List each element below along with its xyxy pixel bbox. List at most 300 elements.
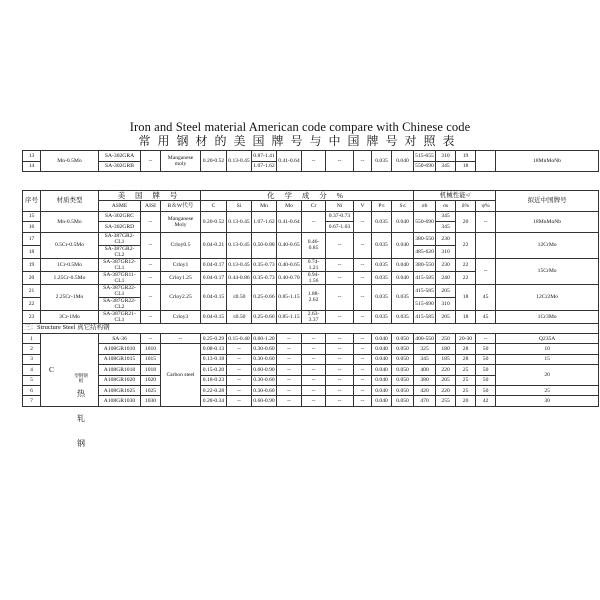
cell-psi: 42 <box>476 396 496 406</box>
header-cn: 拟近中国牌号 <box>496 191 599 212</box>
cell-mn: 0.35-0.73 <box>252 258 277 271</box>
cell-mn: 1.07-1.62 <box>252 161 277 172</box>
cell-delta: 20 <box>456 396 476 406</box>
cell-v: -- <box>354 396 372 406</box>
cell-ni: -- <box>326 271 354 284</box>
cell-v: -- <box>354 344 372 354</box>
structure-sub-label: 型钢钢板 <box>74 374 88 384</box>
cell-s: 0.050 <box>392 375 414 385</box>
cell-aisi: -- <box>141 211 161 232</box>
header-p: P≤ <box>372 201 392 211</box>
cell-v: -- <box>354 271 372 284</box>
cell-delta: 22 <box>456 232 476 258</box>
cell-ni: 0.67-1.03 <box>326 222 354 232</box>
cell-p: 0.035 <box>372 211 392 232</box>
cell-delta: 28 <box>456 344 476 354</box>
cell-aisi: 1025 <box>141 385 161 395</box>
cell-bw: Crloy1 <box>161 258 201 271</box>
cell-aisi: 1015 <box>141 354 161 364</box>
cell-asme: A108GR1025 <box>99 385 141 395</box>
cell-mo: -- <box>277 365 302 375</box>
cell-si: 0.13-0.45 <box>227 211 252 232</box>
title-english: Iron and Steel material American code compare with Chinese code <box>129 120 471 134</box>
cell-psi: -- <box>476 211 496 232</box>
cell-bw: Crloy2.25 <box>161 284 201 310</box>
cell-ni: -- <box>326 258 354 271</box>
cell-cn: 18MnMoNb <box>496 211 599 232</box>
cell-sigma-b: 420 <box>414 385 436 395</box>
cell-ni: -- <box>326 375 354 385</box>
cell-sigma-s: 180 <box>436 344 456 354</box>
cell-asme: A108GR1010 <box>99 344 141 354</box>
header-c: C <box>201 201 227 211</box>
cell-psi: 45 <box>476 310 496 323</box>
cell-delta: 18 <box>456 310 476 323</box>
header-mn: Mn <box>252 201 277 211</box>
cell-cn: 15CrMo <box>496 258 599 284</box>
cell-type: 1.25Cr-0.5Mo <box>41 271 99 284</box>
table-row <box>23 396 599 406</box>
cell-sigma-b: 515-690 <box>414 297 436 310</box>
cell-mn: 0.25-0.66 <box>252 284 277 310</box>
cell-c: 0.04-0.21 <box>201 232 227 258</box>
cell-asme: SA-387GR22-CL2 <box>99 297 141 310</box>
cell-v: -- <box>354 354 372 364</box>
table-row <box>23 284 599 297</box>
cell-v: -- <box>354 333 372 343</box>
cell-delta: 25 <box>456 375 476 385</box>
cell-sigma-s: 230 <box>436 258 456 271</box>
table-row <box>23 385 599 395</box>
cell-si: 0.15-0.40 <box>227 333 252 343</box>
section-3-title: 三：Structure Steel 真它结构钢 <box>23 323 599 333</box>
cell-si: -- <box>227 354 252 364</box>
cell-s: 0.050 <box>392 344 414 354</box>
structure-char-2: 轧 <box>77 414 85 423</box>
cell-no: 14 <box>23 161 41 172</box>
cell-mo: 0.40-0.65 <box>277 258 302 271</box>
cell-psi: 50 <box>476 344 496 354</box>
cell-type: Mn-0.5Mo <box>41 211 99 232</box>
cell-asme: SA-387GR12-CL1 <box>99 258 141 271</box>
cell-ni: -- <box>326 396 354 406</box>
cell-sigma-b: 550-690 <box>414 161 436 172</box>
header-sigma-b: σb <box>414 201 436 211</box>
cell-sigma-s: 345 <box>436 222 456 232</box>
cell-psi <box>476 232 496 258</box>
cell-ni: -- <box>326 333 354 343</box>
cell-aisi: 1020 <box>141 375 161 385</box>
header-aisi: AISI <box>141 201 161 211</box>
cell-sigma-b: 325 <box>414 344 436 354</box>
cell-mn: 0.60-1.20 <box>252 333 277 343</box>
cell-psi: 50 <box>476 365 496 375</box>
cell-psi: -- <box>476 258 496 284</box>
cell-mo: 0.40-0.65 <box>277 232 302 258</box>
cell-asme: SA-302GRA <box>99 151 141 162</box>
cell-no: 1 <box>23 333 41 343</box>
cell-structure-type: C <box>41 333 99 406</box>
table-row <box>23 354 599 364</box>
cell-si: ≤0.50 <box>227 310 252 323</box>
cell-p: 0.035 <box>372 151 392 172</box>
cell-cr: 0.46-0.85 <box>302 232 326 258</box>
table-row <box>23 333 599 343</box>
header-cr: Cr <box>302 201 326 211</box>
cell-sigma-s: 255 <box>436 396 456 406</box>
cell-sigma-s: 310 <box>436 297 456 310</box>
cell-cr: 0.94-1.56 <box>302 271 326 284</box>
cell-s: 0.050 <box>392 354 414 364</box>
cell-sigma-s: 220 <box>436 385 456 395</box>
cell-asme: SA-387GR21-CL1 <box>99 310 141 323</box>
cell-delta: 20-30 <box>456 333 476 343</box>
cell-v: -- <box>354 284 372 310</box>
cell-bw: Carbon steel <box>161 344 201 406</box>
cell-cn: 10 <box>496 344 599 354</box>
cell-sigma-b: 380 <box>414 375 436 385</box>
cell-p: 0.035 <box>372 258 392 271</box>
cell-no: 6 <box>23 385 41 395</box>
header-sigma-s: σs <box>436 201 456 211</box>
cell-type: 3Cr-1Mo <box>41 310 99 323</box>
table-row <box>23 151 599 162</box>
cell-bw: Manganese Moly <box>161 211 201 232</box>
cell-mo: -- <box>277 396 302 406</box>
cell-c: 0.04-0.15 <box>201 284 227 310</box>
cell-p: 0.040 <box>372 354 392 364</box>
cell-sigma-s: 345 <box>436 211 456 221</box>
cell-mn: 0.25-0.66 <box>252 310 277 323</box>
cell-sigma-b: 470 <box>414 396 436 406</box>
header-si: Si <box>227 201 252 211</box>
cell-s: 0.040 <box>392 232 414 258</box>
cell-ni: -- <box>326 232 354 258</box>
cell-v: -- <box>354 258 372 271</box>
header-mech: 机械性能≮ <box>414 191 496 201</box>
cell-mo: -- <box>277 385 302 395</box>
cell-mo: -- <box>277 354 302 364</box>
cell-sigma-s: 185 <box>436 354 456 364</box>
cell-s: 0.040 <box>392 151 414 172</box>
cell-aisi: 1010 <box>141 344 161 354</box>
cell-cr: -- <box>302 211 326 232</box>
cell-v: -- <box>354 310 372 323</box>
cell-delta: 18 <box>456 284 476 310</box>
cell-delta: 20 <box>456 211 476 232</box>
cell-si: -- <box>227 396 252 406</box>
cell-no: 3 <box>23 354 41 364</box>
header-psi: ψ% <box>476 201 496 211</box>
cell-sigma-b: 380-550 <box>414 232 436 245</box>
section-row <box>23 323 599 333</box>
cell-cn: 1Cr3Mo <box>496 310 599 323</box>
cell-p: 0.040 <box>372 333 392 343</box>
cell-no: 22 <box>23 297 41 310</box>
cell-asme: SA-387GR2-CL1 <box>99 232 141 245</box>
cell-no: 16 <box>23 222 41 232</box>
cell-si: 0.44-0.86 <box>227 271 252 284</box>
cell-cr: -- <box>302 396 326 406</box>
cell-si: -- <box>227 344 252 354</box>
cell-sigma-b: 345 <box>414 354 436 364</box>
cell-p: 0.040 <box>372 385 392 395</box>
cell-mo: -- <box>277 333 302 343</box>
cell-mo: 0.85-1.15 <box>277 284 302 310</box>
cell-no: 20 <box>23 271 41 284</box>
header-chem: 化 学 成 分 % <box>201 191 414 201</box>
cell-si: ≤0.50 <box>227 284 252 310</box>
cell-aisi: 1030 <box>141 396 161 406</box>
table-row <box>23 310 599 323</box>
cell-mn: 0.50-0.88 <box>252 232 277 258</box>
cell-ni: -- <box>326 310 354 323</box>
structure-char-3: 钢 <box>77 439 85 448</box>
cell-aisi: -- <box>141 310 161 323</box>
cell-c: 0.04-0.17 <box>201 271 227 284</box>
cell-p: 0.035 <box>372 232 392 258</box>
cell-ni: -- <box>326 385 354 395</box>
cell-c: 0.20-0.52 <box>201 211 227 232</box>
cell-s: 0.050 <box>392 333 414 343</box>
cell-delta: 22 <box>456 271 476 284</box>
table-main <box>22 190 599 407</box>
title-block <box>0 120 600 148</box>
cell-c: 0.25-0.29 <box>201 333 227 343</box>
cell-no: 4 <box>23 365 41 375</box>
cell-s: 0.035 <box>392 284 414 310</box>
cell-mo: 0.85-1.15 <box>277 310 302 323</box>
cell-s: 0.040 <box>392 258 414 271</box>
cell-p: 0.035 <box>372 284 392 310</box>
cell-mn: 0.60-0.90 <box>252 365 277 375</box>
header-ni: Ni <box>326 201 354 211</box>
cell-mn: 0.60-0.90 <box>252 396 277 406</box>
cell-mn: 0.35-0.73 <box>252 271 277 284</box>
cell-type: 0.5Cr-0.5Mo <box>41 232 99 258</box>
header-s: S≤ <box>392 201 414 211</box>
cell-sigma-s: 220 <box>436 365 456 375</box>
cell-aisi: -- <box>141 271 161 284</box>
cell-cr: -- <box>302 333 326 343</box>
cell-sigma-s: 250 <box>436 333 456 343</box>
cell-no: 5 <box>23 375 41 385</box>
cell-v: -- <box>354 375 372 385</box>
cell-ni: 0.37-0.73 <box>326 211 354 221</box>
cell-si: -- <box>227 385 252 395</box>
cell-psi: 50 <box>476 385 496 395</box>
header-mo: Mo <box>277 201 302 211</box>
cell-sigma-s: 230 <box>436 232 456 245</box>
header-row <box>23 191 599 201</box>
table-row <box>23 232 599 245</box>
cell-asme: SA-387GR22-CL1 <box>99 284 141 297</box>
cell-no: 2 <box>23 344 41 354</box>
cell-mn: 0.30-0.60 <box>252 375 277 385</box>
cell-ni: -- <box>326 354 354 364</box>
cell-no: 19 <box>23 258 41 271</box>
cell-ni: -- <box>326 284 354 310</box>
cell-asme: SA-302GRD <box>99 222 141 232</box>
cell-asme: A108GR1030 <box>99 396 141 406</box>
cell-sigma-b: 485-620 <box>414 245 436 258</box>
cell-mo: -- <box>277 344 302 354</box>
cell-c: 0.13-0.18 <box>201 354 227 364</box>
cell-si: 0.13-0.45 <box>227 151 252 172</box>
cell-sigma-s: 240 <box>436 271 456 284</box>
header-asme: ASME <box>99 201 141 211</box>
cell-p: 0.040 <box>372 365 392 375</box>
cell-asme: SA-302GRB <box>99 161 141 172</box>
table-row <box>23 211 599 221</box>
cell-asme: A108GR1015 <box>99 354 141 364</box>
cell-aisi: -- <box>141 284 161 310</box>
cell-sigma-s: 345 <box>436 161 456 172</box>
cell-sigma-b: 400 <box>414 365 436 375</box>
cell-sigma-s: 205 <box>436 375 456 385</box>
cell-mn: 0.30-0.60 <box>252 344 277 354</box>
cell-mn: 0.30-0.60 <box>252 385 277 395</box>
cell-cn: 18MnMoNb <box>496 151 599 172</box>
cell-bw: Manganese moly <box>161 151 201 172</box>
cell-sigma-b: 400-550 <box>414 333 436 343</box>
cell-no: 18 <box>23 245 41 258</box>
header-v: V <box>354 201 372 211</box>
cell-cn: 30 <box>496 396 599 406</box>
cell-v: -- <box>354 211 372 232</box>
cell-aisi: -- <box>141 232 161 258</box>
cell-p: 0.040 <box>372 396 392 406</box>
cell-bw: Crloy1.25 <box>161 271 201 284</box>
cell-cr: 2.63-3.37 <box>302 310 326 323</box>
cell-s: 0.035 <box>392 310 414 323</box>
cell-p: 0.035 <box>372 310 392 323</box>
cell-asme: A108GR1018 <box>99 365 141 375</box>
cell-sigma-b: 380-550 <box>414 258 436 271</box>
cell-mn: 0.87-1.41 <box>252 151 277 162</box>
cell-si: -- <box>227 375 252 385</box>
cell-s: 0.050 <box>392 396 414 406</box>
table-row <box>23 365 599 375</box>
cell-sigma-s: 310 <box>436 151 456 162</box>
cell-mn: 1.07-1.62 <box>252 211 277 232</box>
cell-psi: 50 <box>476 354 496 364</box>
cell-ni: -- <box>326 344 354 354</box>
cell-cr: 1.88-2.62 <box>302 284 326 310</box>
cell-si: 0.13-0.45 <box>227 258 252 271</box>
structure-char-1: 热 <box>77 389 85 398</box>
cell-v: -- <box>354 385 372 395</box>
cell-v: -- <box>354 151 372 172</box>
cell-c: 0.04-0.15 <box>201 310 227 323</box>
cell-cn: 25 <box>496 385 599 395</box>
cell-v: -- <box>354 365 372 375</box>
cell-no: 23 <box>23 310 41 323</box>
cell-asme: SA-302GRC <box>99 211 141 221</box>
cell-c: 0.04-0.17 <box>201 258 227 271</box>
cell-cr: -- <box>302 344 326 354</box>
header-type: 材质类型 <box>41 191 99 212</box>
cell-bw: Crloy3 <box>161 310 201 323</box>
cell-no: 13 <box>23 151 41 162</box>
cell-sigma-b: 415-585 <box>414 271 436 284</box>
cell-psi: 45 <box>476 284 496 310</box>
cell-s: 0.050 <box>392 365 414 375</box>
cell-cr: -- <box>302 375 326 385</box>
cell-no: 7 <box>23 396 41 406</box>
table-top-continuation <box>22 150 599 172</box>
cell-p: 0.035 <box>372 271 392 284</box>
cell-c: 0.18-0.23 <box>201 375 227 385</box>
cell-p: 0.040 <box>372 375 392 385</box>
structure-label-block <box>56 373 96 471</box>
header-us-grade: 美 国 牌 号 <box>99 191 201 201</box>
cell-c: 0.22-0.28 <box>201 385 227 395</box>
cell-sigma-b: 415-585 <box>414 284 436 297</box>
cell-p: 0.040 <box>372 344 392 354</box>
cell-asme: A108GR1020 <box>99 375 141 385</box>
cell-c: 0.08-0.13 <box>201 344 227 354</box>
cell-delta: 25 <box>456 385 476 395</box>
cell-delta: 25 <box>456 365 476 375</box>
cell-cr: 0.74-1.21 <box>302 258 326 271</box>
cell-sigma-b: 550-690 <box>414 211 436 232</box>
header-no: 序号 <box>23 191 41 212</box>
cell-cr: -- <box>302 354 326 364</box>
cell-cn: 20 <box>496 365 599 386</box>
cell-mo: 0.41-0.64 <box>277 211 302 232</box>
cell-delta: 22 <box>456 258 476 271</box>
cell-c: 0.20-0.52 <box>201 151 227 172</box>
cell-cn: 15 <box>496 354 599 364</box>
cell-psi: 50 <box>476 375 496 385</box>
cell-mo: -- <box>277 375 302 385</box>
cell-cn: 12Cr2Mo <box>496 284 599 310</box>
cell-cn: Q235A <box>496 333 599 343</box>
header-bw: B＆W代号 <box>161 201 201 211</box>
cell-no: 17 <box>23 232 41 245</box>
header-delta: δ% <box>456 201 476 211</box>
cell-aisi: -- <box>141 151 161 172</box>
cell-cn: 12CrMo <box>496 232 599 258</box>
cell-s: 0.040 <box>392 271 414 284</box>
cell-cr: -- <box>302 151 326 172</box>
cell-no: 15 <box>23 211 41 221</box>
cell-sigma-s: 205 <box>436 284 456 297</box>
cell-delta: 28 <box>456 354 476 364</box>
cell-sigma-b: 515-655 <box>414 151 436 162</box>
cell-mo: 0.40-0.70 <box>277 271 302 284</box>
cell-sigma-s: 310 <box>436 245 456 258</box>
cell-aisi: -- <box>141 258 161 271</box>
cell-sigma-b: 415-585 <box>414 310 436 323</box>
table-row <box>23 258 599 271</box>
cell-asme: SA-36 <box>99 333 141 343</box>
cell-c: 0.28-0.34 <box>201 396 227 406</box>
cell-aisi: -- <box>141 333 161 343</box>
cell-psi: -- <box>476 333 496 343</box>
title-chinese: 常用钢材的美国牌号与中国牌号对照表 <box>138 134 462 148</box>
cell-si: -- <box>227 365 252 375</box>
cell-mn: 0.30-0.60 <box>252 354 277 364</box>
cell-v: -- <box>354 232 372 258</box>
cell-cr: -- <box>302 385 326 395</box>
cell-type: Mn-0.5Mo <box>41 151 99 172</box>
cell-ni: -- <box>326 151 354 172</box>
cell-ni: -- <box>326 365 354 375</box>
cell-asme: SA-387GR2-CL2 <box>99 245 141 258</box>
cell-sigma-s: 205 <box>436 310 456 323</box>
